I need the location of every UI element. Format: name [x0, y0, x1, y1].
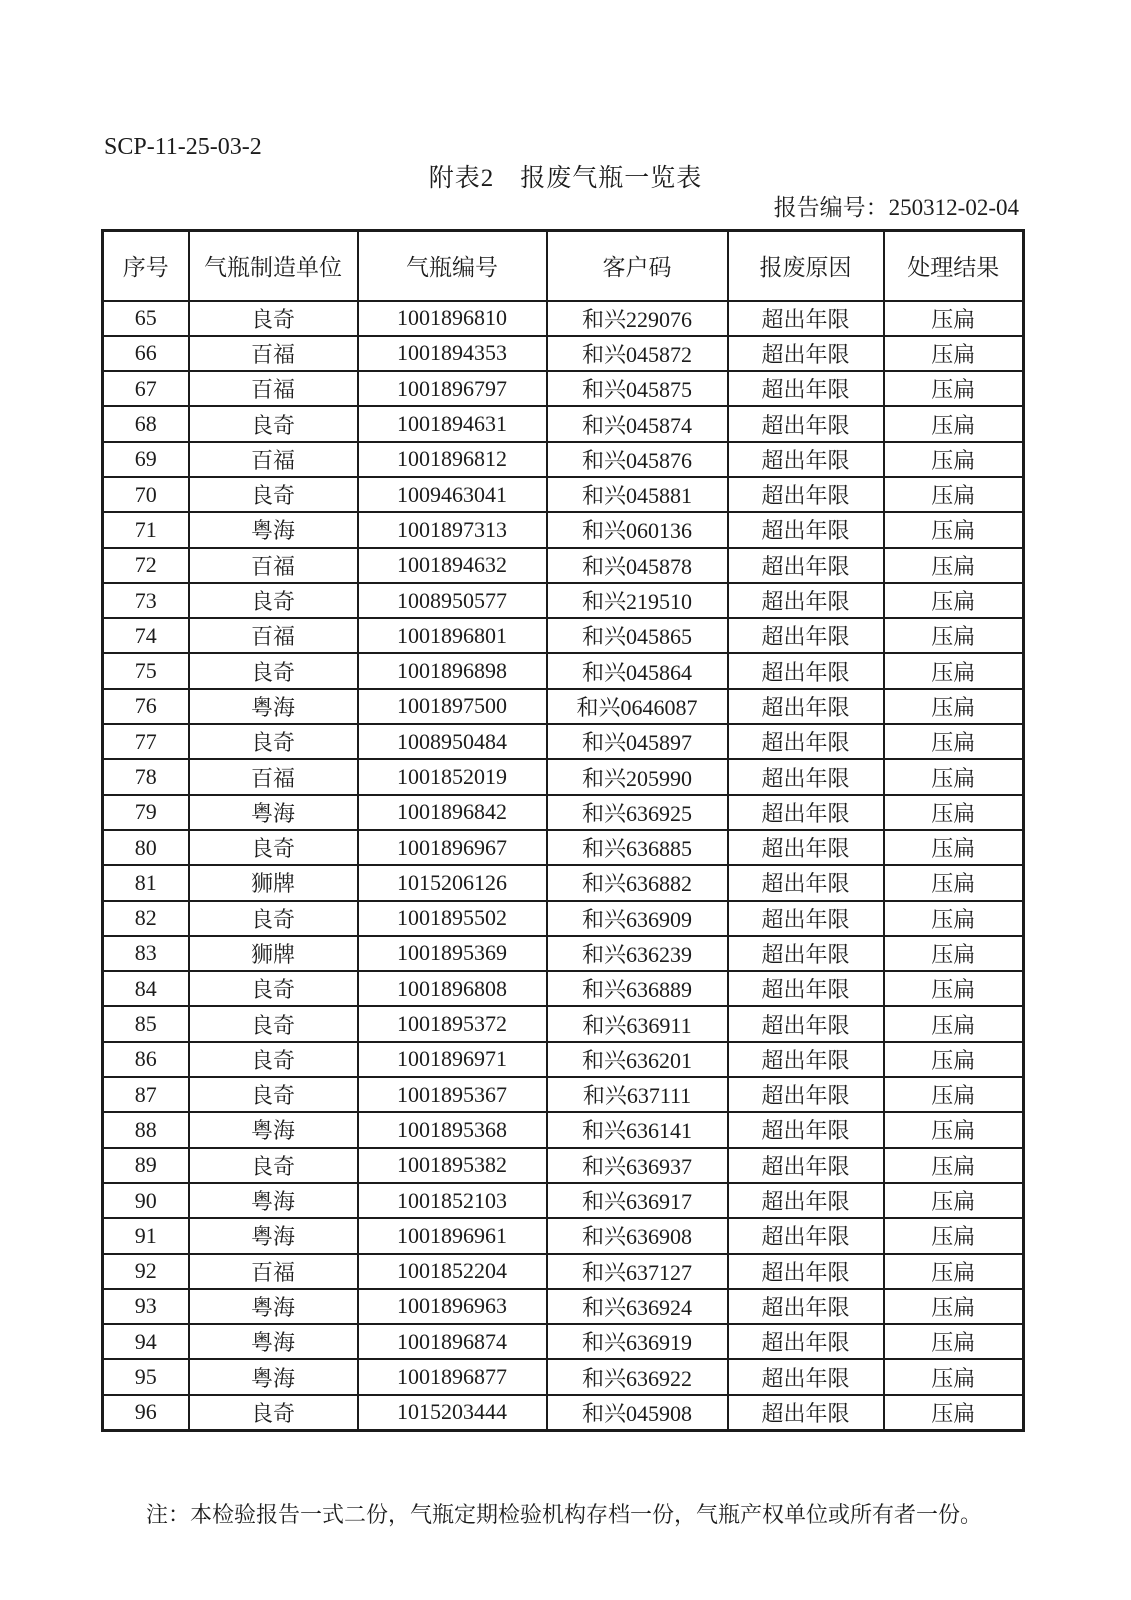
scrap-reason-cell: 超出年限	[728, 865, 884, 900]
scrap-reason-cell: 超出年限	[728, 971, 884, 1006]
table-row	[103, 971, 1024, 1006]
scrap-reason-cell: 超出年限	[728, 1112, 884, 1147]
manufacturer-cell: 百福	[189, 371, 358, 406]
manufacturer-cell: 良奇	[189, 1042, 358, 1077]
cylinder-number-cell: 1001896971	[358, 1042, 547, 1077]
cylinder-number-cell: 1001896842	[358, 795, 547, 830]
manufacturer-cell: 粤海	[189, 1112, 358, 1147]
row-index-cell: 66	[103, 336, 189, 371]
disposal-result-cell: 压扁	[884, 724, 1024, 759]
cylinder-number-cell: 1001852103	[358, 1183, 547, 1218]
cylinder-number-cell: 1001896874	[358, 1324, 547, 1359]
customer-code-cell: 和兴636239	[547, 936, 728, 971]
manufacturer-cell: 良奇	[189, 1148, 358, 1183]
disposal-result-cell: 压扁	[884, 795, 1024, 830]
cylinder-number-cell: 1001896797	[358, 371, 547, 406]
table-row	[103, 1395, 1024, 1430]
row-index-cell: 89	[103, 1148, 189, 1183]
scrap-reason-cell: 超出年限	[728, 371, 884, 406]
customer-code-cell: 和兴636911	[547, 1006, 728, 1041]
manufacturer-cell: 百福	[189, 442, 358, 477]
disposal-result-cell: 压扁	[884, 1183, 1024, 1218]
cylinder-number-cell: 1001896877	[358, 1359, 547, 1394]
manufacturer-cell: 百福	[189, 759, 358, 794]
table-row	[103, 830, 1024, 865]
manufacturer-cell: 良奇	[189, 724, 358, 759]
customer-code-cell: 和兴060136	[547, 512, 728, 547]
table-row	[103, 583, 1024, 618]
disposal-result-cell: 压扁	[884, 1112, 1024, 1147]
row-index-cell: 88	[103, 1112, 189, 1147]
scrap-reason-cell: 超出年限	[728, 512, 884, 547]
table-row	[103, 1254, 1024, 1289]
row-index-cell: 67	[103, 371, 189, 406]
disposal-result-cell: 压扁	[884, 548, 1024, 583]
manufacturer-cell: 良奇	[189, 1395, 358, 1430]
cylinder-number-cell: 1009463041	[358, 477, 547, 512]
manufacturer-cell: 粤海	[189, 1183, 358, 1218]
table-row	[103, 512, 1024, 547]
table-row	[103, 759, 1024, 794]
row-index-cell: 96	[103, 1395, 189, 1430]
disposal-result-cell: 压扁	[884, 618, 1024, 653]
customer-code-cell: 和兴636909	[547, 901, 728, 936]
manufacturer-cell: 百福	[189, 548, 358, 583]
disposal-result-cell: 压扁	[884, 901, 1024, 936]
manufacturer-cell: 狮牌	[189, 865, 358, 900]
disposal-result-cell: 压扁	[884, 1006, 1024, 1041]
row-index-cell: 94	[103, 1324, 189, 1359]
row-index-cell: 93	[103, 1289, 189, 1324]
table-row	[103, 301, 1024, 336]
row-index-cell: 65	[103, 301, 189, 336]
report-number-value: 250312-02-04	[888, 195, 1019, 220]
cylinder-number-cell: 1015203444	[358, 1395, 547, 1430]
scrapped-cylinder-table	[101, 229, 1025, 1432]
row-index-cell: 72	[103, 548, 189, 583]
table-row	[103, 1289, 1024, 1324]
table-row	[103, 795, 1024, 830]
disposal-result-cell: 压扁	[884, 865, 1024, 900]
customer-code-cell: 和兴045878	[547, 548, 728, 583]
disposal-result-cell: 压扁	[884, 1254, 1024, 1289]
customer-code-cell: 和兴636882	[547, 865, 728, 900]
scrap-reason-cell: 超出年限	[728, 1359, 884, 1394]
table-row	[103, 724, 1024, 759]
cylinder-number-cell: 1001894353	[358, 336, 547, 371]
row-index-cell: 70	[103, 477, 189, 512]
customer-code-cell: 和兴045875	[547, 371, 728, 406]
cylinder-number-cell: 1001897313	[358, 512, 547, 547]
cylinder-number-cell: 1001895367	[358, 1077, 547, 1112]
scrap-reason-cell: 超出年限	[728, 548, 884, 583]
manufacturer-cell: 百福	[189, 618, 358, 653]
manufacturer-cell: 粤海	[189, 795, 358, 830]
scrap-reason-cell: 超出年限	[728, 795, 884, 830]
cylinder-number-cell: 1008950577	[358, 583, 547, 618]
customer-code-cell: 和兴636922	[547, 1359, 728, 1394]
row-index-cell: 92	[103, 1254, 189, 1289]
scrap-reason-cell: 超出年限	[728, 1042, 884, 1077]
table-row	[103, 1183, 1024, 1218]
table-row	[103, 618, 1024, 653]
disposal-result-cell: 压扁	[884, 477, 1024, 512]
row-index-cell: 86	[103, 1042, 189, 1077]
disposal-result-cell: 压扁	[884, 301, 1024, 336]
scrap-reason-cell: 超出年限	[728, 301, 884, 336]
footer-note: 注：本检验报告一式二份，气瓶定期检验机构存档一份，气瓶产权单位或所有者一份。	[146, 1502, 983, 1527]
scrap-reason-cell: 超出年限	[728, 1006, 884, 1041]
row-index-cell: 83	[103, 936, 189, 971]
row-index-cell: 77	[103, 724, 189, 759]
column-header-scrap-reason: 报废原因	[728, 231, 884, 301]
row-index-cell: 82	[103, 901, 189, 936]
manufacturer-cell: 粤海	[189, 1289, 358, 1324]
manufacturer-cell: 良奇	[189, 477, 358, 512]
table-row	[103, 936, 1024, 971]
row-index-cell: 74	[103, 618, 189, 653]
cylinder-number-cell: 1001895502	[358, 901, 547, 936]
row-index-cell: 78	[103, 759, 189, 794]
manufacturer-cell: 粤海	[189, 512, 358, 547]
row-index-cell: 75	[103, 653, 189, 688]
cylinder-number-cell: 1001852204	[358, 1254, 547, 1289]
row-index-cell: 68	[103, 406, 189, 441]
customer-code-cell: 和兴045872	[547, 336, 728, 371]
row-index-cell: 79	[103, 795, 189, 830]
table-row	[103, 406, 1024, 441]
table-row	[103, 477, 1024, 512]
customer-code-cell: 和兴0646087	[547, 689, 728, 724]
customer-code-cell: 和兴636924	[547, 1289, 728, 1324]
table-row	[103, 901, 1024, 936]
customer-code-cell: 和兴045897	[547, 724, 728, 759]
customer-code-cell: 和兴045864	[547, 653, 728, 688]
disposal-result-cell: 压扁	[884, 653, 1024, 688]
row-index-cell: 73	[103, 583, 189, 618]
row-index-cell: 95	[103, 1359, 189, 1394]
disposal-result-cell: 压扁	[884, 830, 1024, 865]
column-header-disposal-result: 处理结果	[884, 231, 1024, 301]
scrap-reason-cell: 超出年限	[728, 1148, 884, 1183]
manufacturer-cell: 良奇	[189, 901, 358, 936]
customer-code-cell: 和兴045865	[547, 618, 728, 653]
table-row	[103, 865, 1024, 900]
manufacturer-cell: 粤海	[189, 1324, 358, 1359]
customer-code-cell: 和兴205990	[547, 759, 728, 794]
customer-code-cell: 和兴636201	[547, 1042, 728, 1077]
customer-code-cell: 和兴045908	[547, 1395, 728, 1430]
scrap-reason-cell: 超出年限	[728, 442, 884, 477]
disposal-result-cell: 压扁	[884, 936, 1024, 971]
scrap-reason-cell: 超出年限	[728, 583, 884, 618]
manufacturer-cell: 百福	[189, 1254, 358, 1289]
table-row	[103, 689, 1024, 724]
scrap-reason-cell: 超出年限	[728, 1218, 884, 1253]
table-header-row	[103, 231, 1024, 301]
scrap-reason-cell: 超出年限	[728, 477, 884, 512]
cylinder-number-cell: 1001894632	[358, 548, 547, 583]
row-index-cell: 76	[103, 689, 189, 724]
scrap-reason-cell: 超出年限	[728, 689, 884, 724]
row-index-cell: 87	[103, 1077, 189, 1112]
scrap-reason-cell: 超出年限	[728, 1324, 884, 1359]
manufacturer-cell: 粤海	[189, 1218, 358, 1253]
disposal-result-cell: 压扁	[884, 512, 1024, 547]
table-row	[103, 442, 1024, 477]
cylinder-number-cell: 1001896898	[358, 653, 547, 688]
disposal-result-cell: 压扁	[884, 1324, 1024, 1359]
scrap-reason-cell: 超出年限	[728, 653, 884, 688]
cylinder-number-cell: 1008950484	[358, 724, 547, 759]
scrap-reason-cell: 超出年限	[728, 406, 884, 441]
disposal-result-cell: 压扁	[884, 689, 1024, 724]
disposal-result-cell: 压扁	[884, 371, 1024, 406]
scrap-reason-cell: 超出年限	[728, 759, 884, 794]
cylinder-number-cell: 1001852019	[358, 759, 547, 794]
disposal-result-cell: 压扁	[884, 1042, 1024, 1077]
scrap-reason-cell: 超出年限	[728, 1289, 884, 1324]
cylinder-number-cell: 1001896812	[358, 442, 547, 477]
cylinder-number-cell: 1001895382	[358, 1148, 547, 1183]
report-number	[774, 189, 1019, 222]
disposal-result-cell: 压扁	[884, 759, 1024, 794]
table-row	[103, 336, 1024, 371]
cylinder-number-cell: 1001896801	[358, 618, 547, 653]
manufacturer-cell: 良奇	[189, 1006, 358, 1041]
scrap-reason-cell: 超出年限	[728, 901, 884, 936]
doc-code: SCP-11-25-03-2	[104, 134, 262, 160]
cylinder-number-cell: 1001896810	[358, 301, 547, 336]
table-row	[103, 1112, 1024, 1147]
manufacturer-cell: 良奇	[189, 653, 358, 688]
scrap-reason-cell: 超出年限	[728, 724, 884, 759]
manufacturer-cell: 良奇	[189, 1077, 358, 1112]
table-row	[103, 1077, 1024, 1112]
manufacturer-cell: 良奇	[189, 406, 358, 441]
table-row	[103, 548, 1024, 583]
table-row	[103, 1218, 1024, 1253]
cylinder-number-cell: 1001895369	[358, 936, 547, 971]
customer-code-cell: 和兴636937	[547, 1148, 728, 1183]
customer-code-cell: 和兴636908	[547, 1218, 728, 1253]
scrap-reason-cell: 超出年限	[728, 336, 884, 371]
row-index-cell: 69	[103, 442, 189, 477]
page-title: 附表2 报废气瓶一览表	[428, 165, 703, 192]
column-header-cylinder-number: 气瓶编号	[358, 231, 547, 301]
customer-code-cell: 和兴636919	[547, 1324, 728, 1359]
table-row	[103, 371, 1024, 406]
disposal-result-cell: 压扁	[884, 442, 1024, 477]
customer-code-cell: 和兴636889	[547, 971, 728, 1006]
cylinder-number-cell: 1015206126	[358, 865, 547, 900]
customer-code-cell: 和兴045874	[547, 406, 728, 441]
customer-code-cell: 和兴636885	[547, 830, 728, 865]
scrap-reason-cell: 超出年限	[728, 936, 884, 971]
column-header-index: 序号	[103, 231, 189, 301]
column-header-manufacturer: 气瓶制造单位	[189, 231, 358, 301]
report-number-label: 报告编号：	[773, 195, 889, 220]
manufacturer-cell: 粤海	[189, 1359, 358, 1394]
disposal-result-cell: 压扁	[884, 1218, 1024, 1253]
manufacturer-cell: 良奇	[189, 971, 358, 1006]
manufacturer-cell: 良奇	[189, 583, 358, 618]
table-row	[103, 653, 1024, 688]
table-row	[103, 1148, 1024, 1183]
scrap-reason-cell: 超出年限	[728, 1183, 884, 1218]
row-index-cell: 84	[103, 971, 189, 1006]
customer-code-cell: 和兴636925	[547, 795, 728, 830]
manufacturer-cell: 百福	[189, 336, 358, 371]
cylinder-number-cell: 1001896967	[358, 830, 547, 865]
cylinder-number-cell: 1001897500	[358, 689, 547, 724]
row-index-cell: 85	[103, 1006, 189, 1041]
row-index-cell: 80	[103, 830, 189, 865]
table-row	[103, 1006, 1024, 1041]
customer-code-cell: 和兴045876	[547, 442, 728, 477]
disposal-result-cell: 压扁	[884, 971, 1024, 1006]
table-row	[103, 1324, 1024, 1359]
manufacturer-cell: 狮牌	[189, 936, 358, 971]
customer-code-cell: 和兴637111	[547, 1077, 728, 1112]
disposal-result-cell: 压扁	[884, 1359, 1024, 1394]
customer-code-cell: 和兴045881	[547, 477, 728, 512]
scrap-reason-cell: 超出年限	[728, 1254, 884, 1289]
cylinder-number-cell: 1001894631	[358, 406, 547, 441]
row-index-cell: 81	[103, 865, 189, 900]
disposal-result-cell: 压扁	[884, 1148, 1024, 1183]
row-index-cell: 71	[103, 512, 189, 547]
scrap-reason-cell: 超出年限	[728, 830, 884, 865]
customer-code-cell: 和兴219510	[547, 583, 728, 618]
disposal-result-cell: 压扁	[884, 1395, 1024, 1430]
cylinder-number-cell: 1001895368	[358, 1112, 547, 1147]
cylinder-number-cell: 1001896963	[358, 1289, 547, 1324]
manufacturer-cell: 粤海	[189, 689, 358, 724]
customer-code-cell: 和兴229076	[547, 301, 728, 336]
manufacturer-cell: 良奇	[189, 301, 358, 336]
disposal-result-cell: 压扁	[884, 1077, 1024, 1112]
table-row	[103, 1359, 1024, 1394]
scrap-reason-cell: 超出年限	[728, 1077, 884, 1112]
manufacturer-cell: 良奇	[189, 830, 358, 865]
cylinder-number-cell: 1001895372	[358, 1006, 547, 1041]
column-header-customer-code: 客户码	[547, 231, 728, 301]
disposal-result-cell: 压扁	[884, 406, 1024, 441]
row-index-cell: 91	[103, 1218, 189, 1253]
scrap-reason-cell: 超出年限	[728, 1395, 884, 1430]
disposal-result-cell: 压扁	[884, 583, 1024, 618]
customer-code-cell: 和兴636141	[547, 1112, 728, 1147]
row-index-cell: 90	[103, 1183, 189, 1218]
table-row	[103, 1042, 1024, 1077]
customer-code-cell: 和兴636917	[547, 1183, 728, 1218]
cylinder-number-cell: 1001896961	[358, 1218, 547, 1253]
customer-code-cell: 和兴637127	[547, 1254, 728, 1289]
scrap-reason-cell: 超出年限	[728, 618, 884, 653]
cylinder-number-cell: 1001896808	[358, 971, 547, 1006]
disposal-result-cell: 压扁	[884, 336, 1024, 371]
disposal-result-cell: 压扁	[884, 1289, 1024, 1324]
